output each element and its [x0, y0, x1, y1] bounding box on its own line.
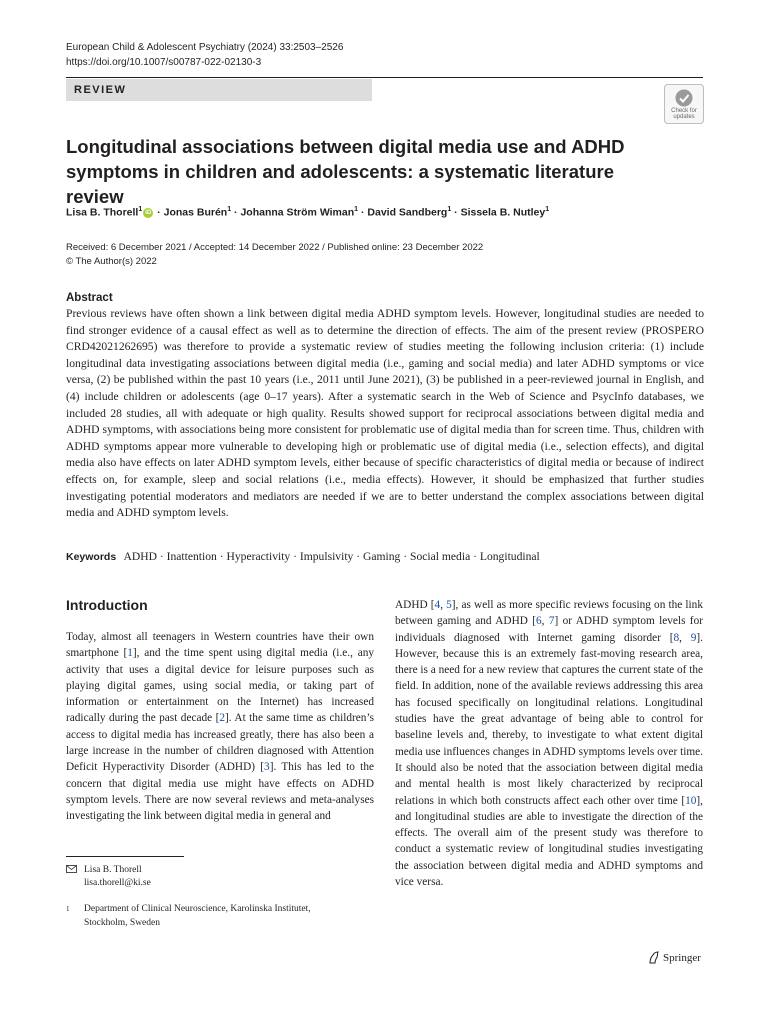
citation-link[interactable]: 4 — [434, 599, 441, 611]
section-label: REVIEW — [66, 79, 372, 101]
author-separator: · — [154, 206, 164, 219]
paragraph-text: ], as well as more specific reviews focusing on the link between gaming and ADHD [ — [395, 599, 703, 628]
author-affiliation-marker: 1 — [138, 206, 143, 213]
paper-title: Longitudinal associations between digital media use and ADHD symptoms in children and adolescents: a systematic literature review — [66, 136, 625, 207]
citation-link[interactable]: 2 — [219, 712, 226, 725]
citation-link[interactable]: 8 — [673, 631, 680, 644]
citation-link[interactable]: 3 — [264, 761, 270, 774]
paragraph-text: , — [541, 615, 549, 628]
author-separator: · — [358, 206, 368, 219]
author-name[interactable]: Sissela B. Nutley — [460, 206, 546, 219]
author-affiliation-marker: 1 — [354, 206, 359, 213]
received-accepted-published: Received: 6 December 2021 / Accepted: 14 December 2022 / Published online: 23 December 2022 — [66, 242, 484, 253]
author-name[interactable]: Jonas Burén — [163, 206, 228, 219]
corresponding-name: Lisa B. Thorell — [84, 865, 142, 875]
keywords — [66, 549, 540, 565]
paragraph-text: ], and longitudinal studies are able to investigate the direction of the effects. The overall aim of the present study was therefore to conduct a systematic review of longitudinal studies investigating the association between digital media and ADHD symptoms and vice versa. — [395, 794, 703, 889]
paragraph-text: Today, almost all teenagers in Western countries have their own smartphone [ — [66, 631, 374, 660]
author-name[interactable]: David Sandberg — [367, 206, 448, 219]
author-name[interactable]: Lisa B. Thorell — [66, 206, 139, 219]
paragraph-text: , — [679, 631, 691, 644]
doi-link[interactable]: https://doi.org/10.1007/s00787-022-02130-3 — [66, 57, 262, 68]
introduction-heading: Introduction — [66, 597, 148, 613]
introduction-left-column — [66, 629, 374, 825]
paragraph-text: ]. However, because this is an extremely fast-moving research area, there is a need for a new review that captures the current state of the field. In addition, none of the available reviews addressing this area has focused specifically on longitudinal relations. Longitudinal studies have the great advantage of being able to control for baseline levels and, thereby, to investigate to what extent digital media use influences changes in ADHD symptoms levels over time. It should also be noted that the association between digital media and mental health is most likely characterized by reciprocal relations in which both constructs affect each other over time [ — [395, 631, 704, 807]
affiliation-number: 1 — [66, 905, 70, 913]
paragraph-text: ], and the time spent using digital media (i.e., any activity that uses a digital device for leisure purposes such as playing digital games, using social media, or taking part of information or entertainment on the Internet) has increased radically during the past decade [ — [66, 647, 375, 725]
keywords-list: ADHD · Inattention · Hyperactivity · Impulsivity · Gaming · Social media · Longitudinal — [123, 550, 540, 563]
corresponding-author — [66, 864, 151, 890]
author-list — [66, 202, 549, 221]
publisher-name: Springer — [663, 952, 701, 964]
paragraph-text: ADHD [ — [395, 599, 435, 611]
author-name[interactable]: Johanna Ström Wiman — [240, 206, 355, 219]
check-for-updates-badge[interactable] — [664, 84, 704, 124]
envelope-icon — [66, 865, 77, 873]
badge-line-1: Check for — [671, 108, 697, 114]
paragraph-text: , — [440, 599, 447, 611]
abstract-heading: Abstract — [66, 292, 113, 304]
corresponding-email[interactable]: lisa.thorell@ki.se — [84, 878, 151, 888]
footnote-rule — [66, 856, 184, 857]
citation-link[interactable]: 10 — [685, 794, 697, 807]
author-affiliation-marker: 1 — [545, 206, 550, 213]
badge-line-2: updates — [673, 114, 695, 120]
journal-header — [66, 40, 343, 70]
publisher-logo — [648, 950, 701, 966]
publication-dates — [66, 241, 483, 269]
paragraph-text: ]. At the same time as children’s access to digital media has increased greatly, there has also been a large increase in the number of children diagnosed with Attention Deficit Hyperactivity Disorder (ADHD) [ — [66, 712, 374, 774]
abstract-text: Previous reviews have often shown a link between digital media ADHD symptom levels. However, longitudinal studies are needed to find stronger evidence of a causal effect as well as to determine the direction of effects. The aim of the present review (PROSPERO CRD42021262695) was therefore to provide a systematic review of studies meeting the following inclusion criteria: (1) include longitudinal data investigating associations between digital media (i.e., gaming and social media) and later ADHD symptoms or vice versa, (2) be published within the past 10 years (i.e., 2011 until June 2021), (3) be published in a peer-reviewed journal in English, and (4) include children or adolescents (age 0–17 years). After a systematic search in the Web of Science and PsycInfo databases, we included 28 studies, all with adequate or high quality. Results showed support for reciprocal associations between digital media and ADHD symptoms, with associations being more consistent for problematic use of digital media than for screen time. Thus, children with ADHD symptoms appear more vulnerable to developing high or problematic use of digital media (i.e., selection effects), and digital media also have effects on later ADHD symptom levels, either because of specific characteristics of digital media or because of indirect effects on, for example, sleep and social relations (i.e., media effects). However, it should be emphasized that further studies investigating potential moderators and mediators are needed if we are to better understand the complex associations between digital media and ADHD symptom levels. — [66, 307, 704, 520]
affiliation — [66, 902, 366, 930]
author-separator: · — [231, 206, 241, 219]
check-updates-icon — [674, 88, 694, 108]
citation-link[interactable]: 6 — [536, 615, 542, 628]
author-affiliation-marker: 1 — [227, 206, 232, 213]
affiliation-line-2: Stockholm, Sweden — [84, 918, 160, 928]
introduction-right-column — [395, 597, 703, 890]
paragraph-text: ] or ADHD symptom levels for individuals diagnosed with Internet gaming disorder [ — [395, 615, 703, 644]
paragraph-text: ]. This has led to the concern that digital media use might have effects on ADHD symptom levels. There are now several reviews and meta-analyses investigating the link between digital media in general and — [66, 761, 374, 823]
copyright: © The Author(s) 2022 — [66, 256, 157, 267]
citation-link[interactable]: 1 — [127, 647, 133, 660]
keywords-heading: Keywords — [66, 551, 117, 563]
citation-link[interactable]: 7 — [548, 615, 555, 628]
affiliation-line-1: Department of Clinical Neuroscience, Karolinska Institutet, — [84, 904, 311, 914]
orcid-icon[interactable]: iD — [145, 209, 152, 216]
citation-link[interactable]: 5 — [446, 599, 452, 611]
author-affiliation-marker: 1 — [447, 206, 452, 213]
citation-link[interactable]: 9 — [690, 631, 697, 644]
header-rule — [66, 77, 703, 78]
journal-citation: European Child & Adolescent Psychiatry (2024) 33:2503–2526 — [66, 42, 344, 53]
author-separator: · — [451, 206, 461, 219]
springer-horse-icon — [648, 951, 660, 964]
